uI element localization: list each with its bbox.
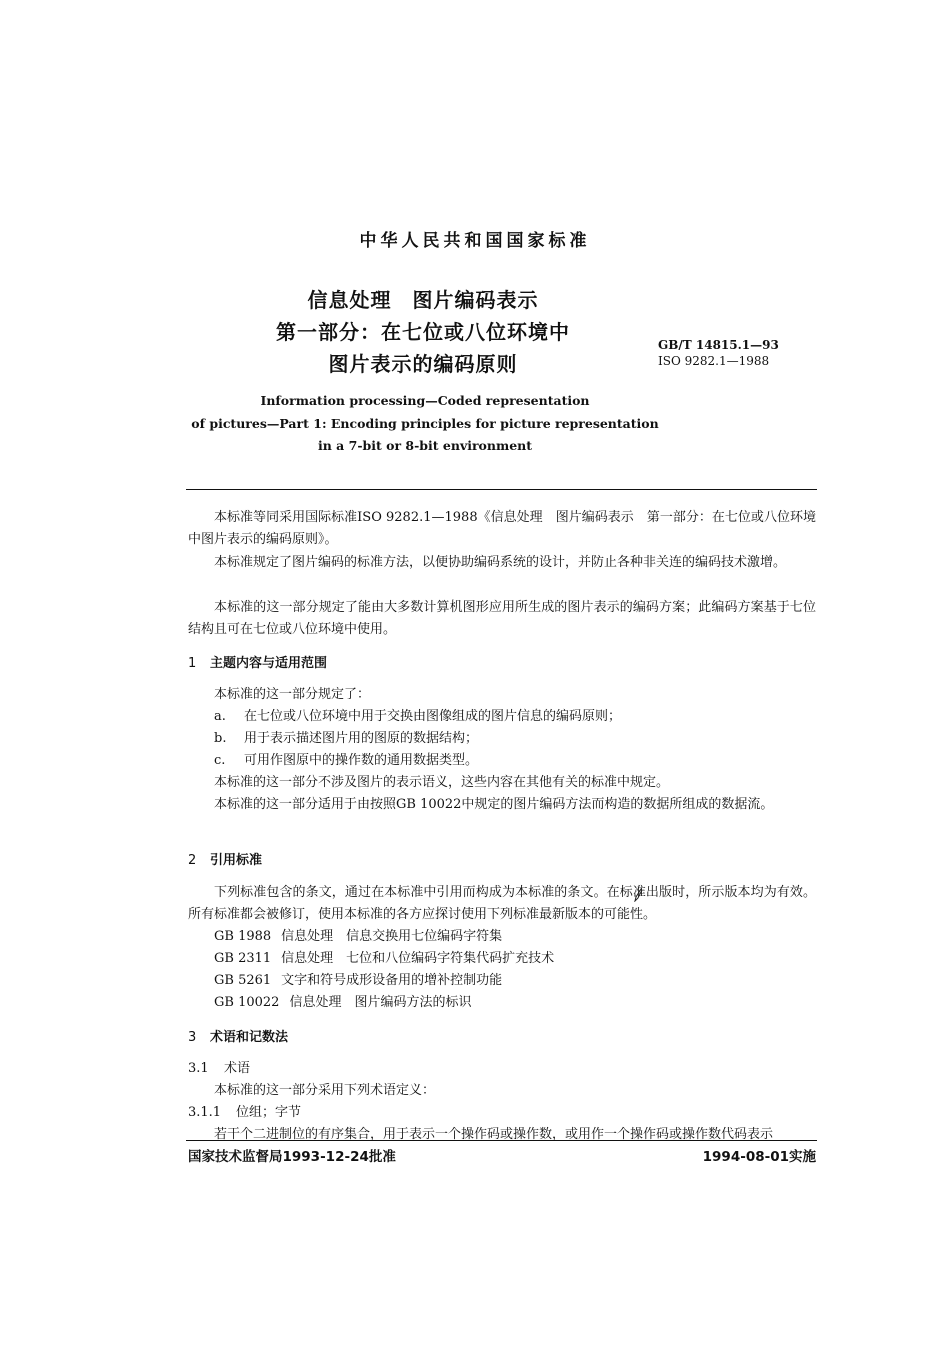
section-2-number: 2 — [188, 853, 197, 868]
reference-code: GB 2311 — [214, 951, 272, 966]
reference-code: GB 5261 — [214, 973, 272, 988]
section-3-number: 3 — [188, 1030, 197, 1045]
subsection-3-1-lead: 本标准的这一部分采用下列术语定义： — [214, 1083, 436, 1098]
reference-code: GB 1988 — [214, 929, 272, 944]
item-label: b. — [214, 731, 227, 746]
reference-title: 文字和符号成形设备用的增补控制功能 — [281, 973, 503, 988]
item-label: a. — [214, 709, 226, 724]
iso-standard-code: ISO 9282.1—1988 — [658, 354, 770, 368]
item-text: 在七位或八位环境中用于交换由图像组成的图片信息的编码原则； — [244, 709, 622, 724]
section-1-heading — [188, 652, 327, 671]
item-text: 可用作图原中的操作数的通用数据类型。 — [244, 753, 479, 768]
chinese-title-line-3: 图片表示的编码原则 — [328, 352, 518, 376]
intro-paragraph-1: 本标准等同采用国际标准ISO 9282.1—1988《信息处理 图片编码表示 第一部分：在七位或八位环境中图片表示的编码原则》。 — [188, 510, 816, 547]
approval-note: 国家技术监督局1993-12-24批准 — [188, 1149, 396, 1165]
section-2-title: 引用标准 — [210, 853, 263, 868]
bottom-divider — [186, 1140, 817, 1141]
reference-title: 信息处理 信息交换用七位编码字符集 — [281, 929, 503, 944]
reference-gb10022 — [214, 992, 471, 1014]
item-text: 用于表示描述图片用的图原的数据结构； — [244, 731, 479, 746]
reference-gb2311 — [214, 948, 554, 970]
subsection-title: 术语 — [224, 1061, 251, 1076]
subsection-3-1-1-text: 若干个二进制位的有序集合，用于表示一个操作码或操作数，或用作一个操作码或操作数代码表示 — [214, 1127, 774, 1142]
section-1-note-1: 本标准的这一部分不涉及图片的表示语义，这些内容在其他有关的标准中规定。 — [214, 775, 670, 790]
chinese-title-line-1: 信息处理 图片编码表示 — [307, 288, 539, 312]
section-2-heading — [188, 849, 262, 868]
reference-title: 信息处理 图片编码方法的标识 — [289, 995, 472, 1010]
section-1-title: 主题内容与适用范围 — [210, 656, 328, 671]
section-1-item-c — [214, 750, 478, 772]
section-2-paragraph: 下列标准包含的条文，通过在本标准中引用而构成为本标准的条文。在标准出版时，所示版本均为有效。所有标准都会被修订，使用本标准的各方应探讨使用下列标准最新版本的可能性。 — [188, 885, 816, 922]
effective-date: 1994-08-01实施 — [702, 1149, 816, 1165]
item-label: c. — [214, 753, 226, 768]
reference-title: 信息处理 七位和八位编码字符集代码扩充技术 — [281, 951, 555, 966]
reference-code: GB 10022 — [214, 995, 280, 1010]
gb-standard-code: GB/T 14815.1—93 — [658, 338, 779, 352]
subsection-number: 3.1.1 — [188, 1105, 222, 1120]
section-1-item-b — [214, 728, 478, 750]
reference-gb1988 — [214, 926, 502, 948]
intro-paragraph-2: 本标准规定了图片编码的标准方法，以便协助编码系统的设计，并防止各种非关连的编码技术激增。 — [214, 555, 787, 570]
english-title-line-1: Information processing—Coded representation — [260, 393, 590, 408]
subsection-3-1 — [188, 1058, 250, 1080]
english-title-line-3: in a 7-bit or 8-bit environment — [317, 438, 533, 453]
chinese-title-line-2: 第一部分：在七位或八位环境中 — [276, 320, 570, 344]
national-standard-title: 中华人民共和国国家标准 — [359, 231, 591, 251]
english-title-line-2: of pictures—Part 1: Encoding principles for picture representation — [191, 416, 659, 431]
section-1-note-2: 本标准的这一部分适用于由按照GB 10022中规定的图片编码方法而构造的数据所组成的数据流。 — [214, 797, 774, 812]
section-3-heading — [188, 1026, 288, 1045]
section-1-number: 1 — [188, 656, 197, 671]
standard-codes — [658, 337, 779, 369]
subsection-number: 3.1 — [188, 1061, 209, 1076]
section-3-title: 术语和记数法 — [210, 1030, 289, 1045]
section-1-item-a — [214, 706, 621, 728]
top-divider — [186, 489, 817, 490]
intro-paragraph-3: 本标准的这一部分规定了能由大多数计算机图形应用所生成的图片表示的编码方案；此编码方案基于七位结构且可在七位或八位环境中使用。 — [188, 600, 816, 637]
reference-gb5261 — [214, 970, 502, 992]
pen-mark-icon — [633, 888, 643, 902]
subsection-title: 位组；字节 — [236, 1105, 302, 1120]
subsection-3-1-1 — [188, 1102, 301, 1124]
section-1-lead: 本标准的这一部分规定了： — [214, 687, 371, 702]
